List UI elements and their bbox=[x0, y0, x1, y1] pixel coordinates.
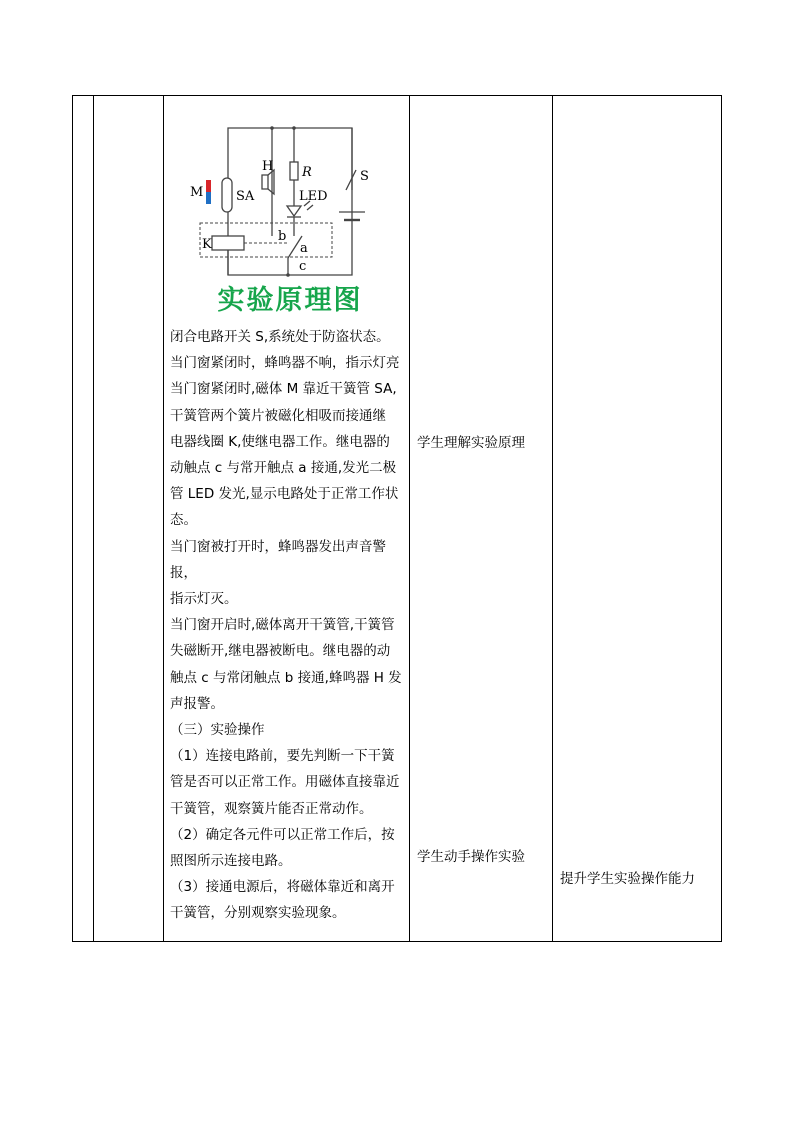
design-intent-operate: 提升学生实验操作能力 bbox=[560, 871, 695, 887]
label-c: c bbox=[299, 259, 307, 274]
content-line: 干簧管，观察簧片能否正常动作。 bbox=[170, 800, 373, 817]
label-H: H bbox=[262, 159, 274, 174]
content-line: 声报警。 bbox=[170, 695, 224, 712]
content-line: 失磁断开,继电器被断电。继电器的动 bbox=[170, 643, 391, 660]
content-line: （2）确定各元件可以正常工作后，按 bbox=[170, 826, 395, 843]
student-activity-understand: 学生理解实验原理 bbox=[417, 435, 525, 451]
circuit-diagram bbox=[170, 120, 410, 280]
content-line: 当门窗被打开时，蜂鸣器发出声音警报， bbox=[170, 538, 386, 581]
label-K: K bbox=[202, 237, 212, 252]
content-line: 干簧管两个簧片被磁化相吸而接通继 bbox=[170, 407, 386, 424]
content-line: 闭合电路开关 S,系统处于防盗状态。 bbox=[170, 329, 390, 345]
content-line: 电器线圈 K,使继电器工作。继电器的 bbox=[170, 433, 390, 450]
label-SA: SA bbox=[236, 189, 255, 204]
teaching-content-cell bbox=[170, 120, 410, 927]
content-line: （3）接通电源后，将磁体靠近和离开 bbox=[170, 879, 395, 896]
content-line: 态。 bbox=[170, 512, 197, 529]
content-line: 动触点 c 与常开触点 a 接通,发光二极 bbox=[170, 460, 397, 477]
label-b: b bbox=[278, 229, 287, 244]
label-R: R bbox=[302, 165, 312, 180]
lesson-table bbox=[72, 95, 722, 942]
content-line: 当门窗开启时,磁体离开干簧管,干簧管 bbox=[170, 617, 395, 634]
column-divider bbox=[93, 96, 94, 941]
diagram-title: 实验原理图 bbox=[217, 285, 363, 316]
content-line: 照图所示连接电路。 bbox=[170, 853, 292, 870]
column-divider bbox=[552, 96, 553, 941]
content-line: （三）实验操作 bbox=[170, 722, 265, 739]
content-line: 管 LED 发光,显示电路处于正常工作状 bbox=[170, 486, 399, 503]
content-line: 管是否可以正常工作。用磁体直接靠近 bbox=[170, 774, 400, 791]
content-paragraphs bbox=[170, 324, 410, 927]
label-LED: LED bbox=[299, 189, 328, 204]
content-line: 当门窗紧闭时，蜂鸣器不响，指示灯亮 bbox=[170, 355, 400, 372]
content-line: 指示灯灭。 bbox=[170, 591, 238, 608]
label-S: S bbox=[360, 169, 369, 184]
label-M: M bbox=[190, 185, 204, 200]
label-a: a bbox=[300, 241, 308, 256]
student-activity-operate: 学生动手操作实验 bbox=[417, 849, 525, 865]
column-divider bbox=[163, 96, 164, 941]
content-line: 触点 c 与常闭触点 b 接通,蜂鸣器 H 发 bbox=[170, 669, 402, 686]
content-line: 当门窗紧闭时,磁体 M 靠近干簧管 SA, bbox=[170, 381, 397, 398]
content-line: （1）连接电路前，要先判断一下干簧 bbox=[170, 748, 395, 765]
content-line: 干簧管，分别观察实验现象。 bbox=[170, 905, 346, 922]
